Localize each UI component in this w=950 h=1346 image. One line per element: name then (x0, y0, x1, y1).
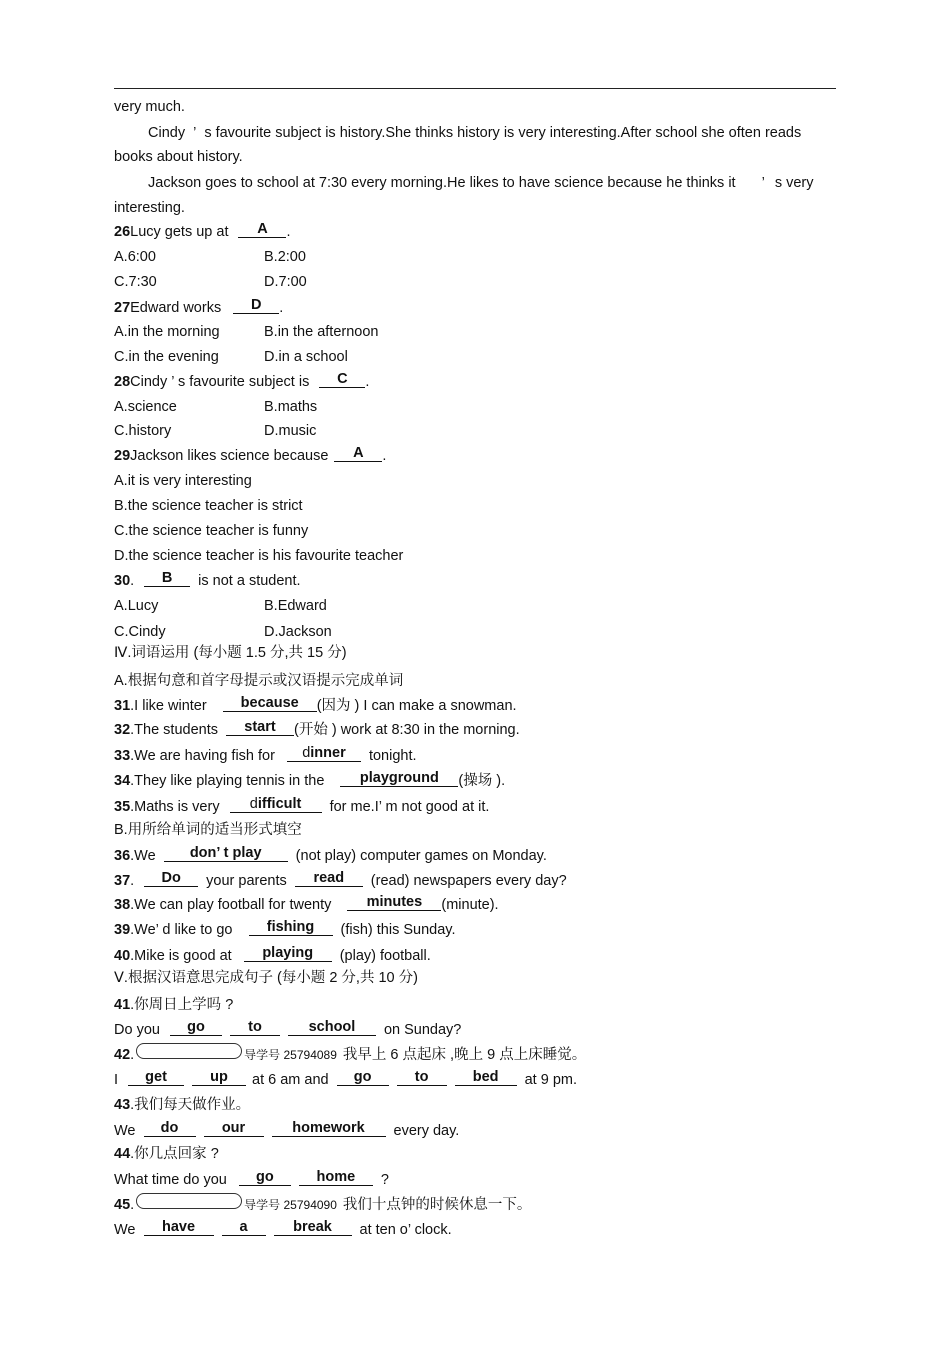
question-37: 37. Do your parents read (read) newspapers every day? (114, 870, 567, 889)
answer-blank: break (274, 1220, 352, 1236)
answer-blank: go (170, 1020, 222, 1036)
option: D.the science teacher is his favourite teacher (114, 548, 404, 564)
answer-blank: B (144, 571, 190, 587)
answer-blank: home (299, 1170, 373, 1186)
answer-blank: don’ t play (164, 846, 288, 862)
answer-blank: start (226, 720, 294, 736)
option: D.Jackson (264, 624, 332, 640)
option: C.in the evening (114, 349, 219, 365)
answer-blank: playground (340, 771, 458, 787)
answer-blank: to (230, 1020, 280, 1036)
option: A.it is very interesting (114, 473, 252, 489)
option: A.in the morning (114, 324, 220, 340)
answer-blank: get (128, 1070, 184, 1086)
answer-blank: do (144, 1121, 196, 1137)
answer-blank: A (334, 446, 382, 462)
question-45-cn: 45. 导学号 25794090 我们十点钟的时候休息一下。 (114, 1196, 531, 1214)
question-28: 28Cindy ’ s favourite subject is C . (114, 371, 370, 390)
question-33: 33.We are having fish for dinner tonight. (114, 745, 417, 764)
answer-blank: A (238, 222, 286, 238)
option: B.Edward (264, 598, 327, 614)
note-box (136, 1043, 242, 1059)
answer-blank: read (295, 871, 363, 887)
option: B.maths (264, 399, 318, 415)
passage-line: interesting. (114, 200, 185, 216)
answer-blank: D (233, 298, 279, 314)
answer-blank: dinner (287, 746, 361, 762)
option: A.Lucy (114, 598, 159, 614)
question-44: What time do you go home ? (114, 1169, 389, 1188)
answer-blank: homework (272, 1121, 386, 1137)
question-31: 31.I like winter because (因为 ) I can make a snowman. (114, 695, 517, 714)
answer-blank: school (288, 1020, 376, 1036)
answer-blank: fishing (249, 920, 333, 936)
answer-blank: C (319, 372, 365, 388)
header-rule (114, 88, 836, 89)
passage-line: books about history. (114, 149, 243, 165)
option: D.music (264, 423, 317, 439)
section-title: Ⅳ.词语运用 (每小题 1.5 分,共 15 分) (114, 645, 347, 661)
question-43-cn: 43.我们每天做作业。 (114, 1097, 251, 1113)
question-41-cn: 41.你周日上学吗 ? (114, 997, 234, 1013)
question-36: 36.We don’ t play (not play) computer games on Monday. (114, 845, 547, 864)
part-title: A.根据句意和首字母提示或汉语提示完成单词 (114, 673, 404, 689)
option: B.in the afternoon (264, 324, 379, 340)
question-41: Do you go to school on Sunday? (114, 1019, 462, 1038)
option: C.Cindy (114, 624, 166, 640)
option: D.7:00 (264, 274, 307, 290)
answer-blank: to (397, 1070, 447, 1086)
question-45: We have a break at ten o’ clock. (114, 1219, 452, 1238)
question-44-cn: 44.你几点回家 ? (114, 1146, 219, 1162)
answer-blank: Do (144, 871, 198, 887)
note-box (136, 1193, 242, 1209)
answer-blank: have (144, 1220, 214, 1236)
question-39: 39.We’ d like to go fishing (fish) this Sunday. (114, 919, 456, 938)
section-title: Ⅴ.根据汉语意思完成句子 (每小题 2 分,共 10 分) (114, 970, 418, 986)
question-27: 27Edward works D . (114, 297, 284, 316)
answer-blank: difficult (230, 797, 322, 813)
option: B.the science teacher is strict (114, 498, 303, 514)
answer-blank: playing (244, 946, 332, 962)
option: B.2:00 (264, 249, 306, 265)
question-35: 35.Maths is very difficult for me.I’ m not good at it. (114, 796, 490, 815)
option: A.6:00 (114, 249, 156, 265)
passage-line: very much. (114, 99, 185, 115)
answer-blank: go (337, 1070, 389, 1086)
part-title: B.用所给单词的适当形式填空 (114, 822, 302, 838)
option: A.science (114, 399, 177, 415)
answer-blank: a (222, 1220, 266, 1236)
question-34: 34.They like playing tennis in the playground (操场 ). (114, 770, 506, 789)
question-38: 38.We can play football for twenty minutes (minute). (114, 894, 499, 913)
answer-blank: because (223, 696, 317, 712)
question-32: 32.The students start (开始 ) work at 8:30 in the morning. (114, 719, 520, 738)
question-43: We do our homework every day. (114, 1120, 460, 1139)
question-30: 30. B is not a student. (114, 570, 301, 589)
question-42-cn: 42. 导学号 25794089 我早上 6 点起床 ,晚上 9 点上床睡觉。 (114, 1046, 586, 1064)
option: C.the science teacher is funny (114, 523, 309, 539)
question-26: 26Lucy gets up at A . (114, 221, 291, 240)
question-29: 29Jackson likes science because A . (114, 445, 387, 464)
question-42: I get up at 6 am and go to bed at 9 pm. (114, 1069, 577, 1088)
answer-blank: go (239, 1170, 291, 1186)
answer-blank: minutes (347, 895, 441, 911)
answer-blank: our (204, 1121, 264, 1137)
option: C.7:30 (114, 274, 157, 290)
passage-jackson: Jackson goes to school at 7:30 every morning.He likes to have science because he thinks it ’ s very (148, 175, 814, 191)
answer-blank: bed (455, 1070, 517, 1086)
answer-blank: up (192, 1070, 246, 1086)
option: D.in a school (264, 349, 348, 365)
option: C.history (114, 423, 172, 439)
question-40: 40.Mike is good at playing (play) football. (114, 945, 431, 964)
passage-cindy: Cindy ’ s favourite subject is history.She thinks history is very interesting.After school she often reads (148, 125, 802, 141)
